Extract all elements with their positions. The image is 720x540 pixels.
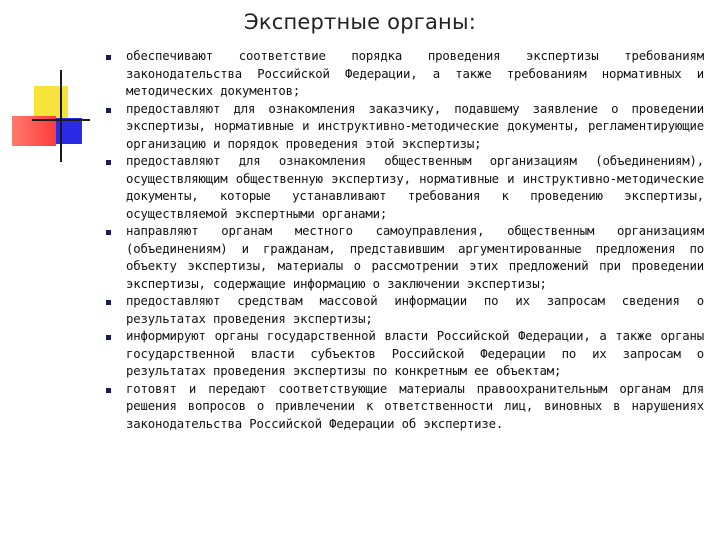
bullet-icon xyxy=(106,335,111,340)
bullet-icon xyxy=(106,230,111,235)
list-item xyxy=(106,223,704,293)
deco-horizontal-line xyxy=(32,119,90,121)
bullet-icon xyxy=(106,388,111,393)
list-item-text: предоставляют для ознакомления общественным организациям (объединениям), осуществляющим общественную экспертизу, нормативные и инструктивно-методические документы, которые устанавливают требования к проведению экспертизы, осуществляемой экспертными органами; xyxy=(126,154,704,221)
list-item-text: предоставляют для ознакомления заказчику, подавшему заявление о проведении экспертизы, нормативные и инструктивно-методические документы, регламентирующие организацию и порядок проведения этой экспертизы; xyxy=(126,101,704,151)
list-item xyxy=(106,48,704,101)
list-item-text: обеспечивают соответствие порядка проведения экспертизы требованиям законодательства Российской Федерации, а также требованиям нормативных и методических документов; xyxy=(126,49,704,98)
list-item xyxy=(106,328,704,381)
page-title: Экспертные органы: xyxy=(243,10,477,34)
bullet-icon xyxy=(106,300,111,305)
bullet-icon xyxy=(106,55,111,60)
list-item-text: направляют органам местного самоуправления, общественным организациям (объединениям) и гражданам, представившим аргументированные предложения по объекту экспертизы, материалы о рассмотрении этих предложений при проведении экспертизы, содержащие информацию о заключении экспертизы; xyxy=(126,224,704,291)
list-item xyxy=(106,293,704,328)
bullet-icon xyxy=(106,108,111,113)
bullet-icon xyxy=(106,160,111,165)
deco-vertical-line xyxy=(60,70,62,162)
list-item-text: готовят и передают соответствующие материалы правоохранительным органам для решения вопросов о привлечении к ответственности лиц, виновных в нарушениях законодательства Российской Федерации об экспертизе. xyxy=(126,381,704,431)
list-item xyxy=(106,381,704,434)
list-item xyxy=(106,153,704,223)
bullet-list xyxy=(106,48,704,433)
deco-yellow-square xyxy=(34,86,68,120)
list-item-text: предоставляют средствам массовой информации по их запросам сведения о результатах проведения экспертизы; xyxy=(126,294,704,326)
list-item-text: информируют органы государственной власти Российской Федерации, а также органы государственной власти субъектов Российской Федерации по их запросам о результатах проведения экспертизы по конкретным ее объектам; xyxy=(126,329,704,378)
list-item xyxy=(106,101,704,154)
